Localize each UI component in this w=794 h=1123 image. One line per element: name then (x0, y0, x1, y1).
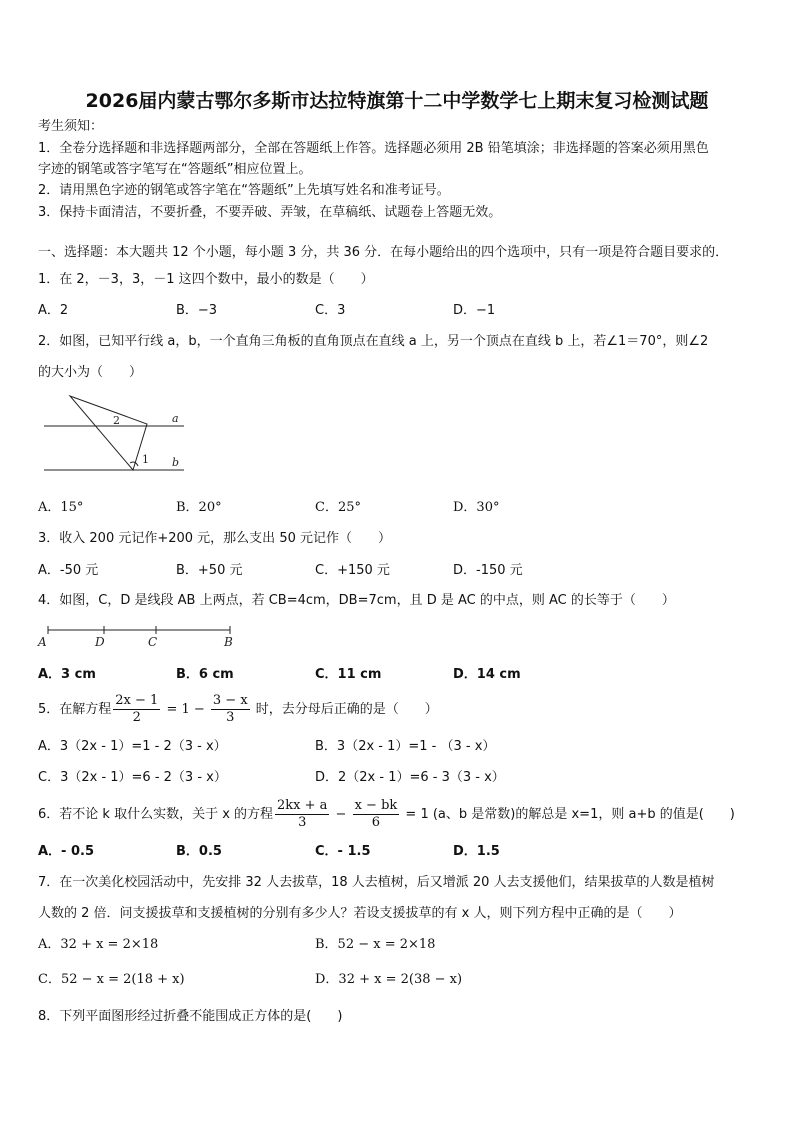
q2-figure (38, 390, 188, 476)
q6-option-a: A．- 0.5 (38, 844, 95, 859)
q4-option-a: A．3 cm (38, 667, 96, 682)
q5-fraction-1 (113, 693, 160, 726)
q7-option-c: C．52 − x = 2(18 + x) (38, 972, 185, 987)
q3-option-c: C．+150 元 (315, 563, 390, 578)
q3-option-b: B．+50 元 (176, 563, 243, 578)
label-A: A (38, 635, 47, 649)
q6-post: = 1 (a、b 是常数)的解总是 x=1，则 a+b 的值是( ) (401, 807, 735, 822)
q7-option-a: A．32 + x = 2×18 (38, 937, 159, 952)
q1-option-c: C．3 (315, 303, 346, 318)
q7-stem-a: 7．在一次美化校园活动中，先安排 32 人去拔草，18 人去植树，后又增派 20 人去支援他们，结果拔草的人数是植树 (38, 875, 715, 890)
q6-fraction-1 (275, 798, 329, 831)
q1-option-d: D．−1 (453, 303, 496, 318)
q6-mid: − (331, 807, 351, 822)
q3-stem: 3．收入 200 元记作+200 元，那么支出 50 元记作（ ） (38, 531, 391, 546)
notice-line-3: 3．保持卡面清洁，不要折叠，不要弄破、弄皱，在草稿纸、试题卷上答题无效。 (38, 205, 502, 220)
q5-den-2: 3 (226, 710, 235, 725)
q7-option-b: B．52 − x = 2×18 (315, 937, 436, 952)
q6-num-2: x − bk (354, 798, 398, 813)
notice-line-2: 2．请用黑色字迹的钢笔或答字笔在“答题纸”上先填写姓名和准考证号。 (38, 183, 450, 198)
q2-option-b: B．20° (176, 500, 222, 515)
label-b: b (172, 456, 180, 469)
q4-option-c: C．11 cm (315, 667, 382, 682)
label-C: C (148, 635, 158, 649)
triangle-set-square (70, 396, 147, 470)
q5-option-a: A．3（2x - 1）=1 - 2（3 - x） (38, 739, 227, 754)
q5-pre: 5．在解方程 (38, 702, 112, 717)
page-title: 2026届内蒙古鄂尔多斯市达拉特旗第十二中学数学七上期末复习检测试题 (85, 90, 709, 112)
q6-num-1: 2kx + a (277, 798, 328, 813)
label-B: B (224, 635, 233, 649)
q4-figure (36, 622, 236, 650)
label-2: 2 (113, 414, 120, 427)
q2-option-c: C．25° (315, 500, 361, 515)
q5-option-b: B．3（2x - 1）=1 - （3 - x） (315, 739, 496, 754)
q4-option-b: B．6 cm (176, 667, 234, 682)
q2-option-d: D．30° (453, 500, 500, 515)
q5-num-1: 2x − 1 (115, 693, 159, 708)
q5-post: 时，去分母后正确的是（ ） (251, 702, 438, 717)
q5-num-2: 3 − x (212, 693, 248, 708)
label-a: a (172, 412, 179, 425)
q6-fraction-2 (353, 798, 400, 831)
label-D: D (95, 635, 105, 649)
notice-heading: 考生须知： (38, 119, 104, 134)
q5-fraction-2 (211, 693, 250, 726)
q3-option-a: A．-50 元 (38, 563, 99, 578)
notice-line-1a: 1．全卷分选择题和非选择题两部分，全部在答题纸上作答。选择题必须用 2B 铅笔填涂；非选择题的答案必须用黑色 (38, 141, 709, 156)
q6-den-1: 3 (298, 815, 307, 830)
q1-stem: 1．在 2，－3，3，－1 这四个数中，最小的数是（ ） (38, 272, 374, 287)
q4-option-d: D．14 cm (453, 667, 521, 682)
q6-option-b: B．0.5 (176, 844, 222, 859)
q2-stem-a: 2．如图，已知平行线 a，b，一个直角三角板的直角顶点在直线 a 上，另一个顶点在直线 b 上，若∠1＝70°，则∠2 (38, 334, 709, 349)
q7-stem-b: 人数的 2 倍．问支援拔草和支援植树的分别有多少人？若设支援拔草的有 x 人，则下列方程中正确的是（ ） (38, 906, 682, 921)
q6-stem (38, 797, 735, 833)
label-1: 1 (142, 453, 149, 466)
q6-option-c: C．- 1.5 (315, 844, 371, 859)
section-heading: 一、选择题：本大题共 12 个小题，每小题 3 分，共 36 分．在每小题给出的四个选项中，只有一项是符合题目要求的． (38, 245, 729, 260)
q6-den-2: 6 (371, 815, 381, 830)
q1-option-b: B．−3 (176, 303, 218, 318)
q7-option-d: D．32 + x = 2(38 − x) (315, 972, 463, 987)
q5-stem (38, 692, 438, 728)
q3-option-d: D．-150 元 (453, 563, 523, 578)
notice-line-1b: 字迹的钢笔或答字笔写在“答题纸”相应位置上。 (38, 162, 312, 177)
q5-option-d: D．2（2x - 1）=6 - 3（3 - x） (315, 770, 505, 785)
q6-option-d: D．1.5 (453, 844, 500, 859)
q5-den-1: 2 (132, 710, 141, 725)
q8-stem: 8．下列平面图形经过折叠不能围成正方体的是( ) (38, 1009, 343, 1024)
q2-stem-b: 的大小为（ ） (38, 365, 143, 380)
q5-option-c: C．3（2x - 1）=6 - 2（3 - x） (38, 770, 227, 785)
q4-stem: 4．如图，C，D 是线段 AB 上两点，若 CB=4cm，DB=7cm，且 D 是 AC 的中点，则 AC 的长等于（ ） (38, 593, 675, 608)
q1-option-a: A．2 (38, 303, 69, 318)
q6-pre: 6．若不论 k 取什么实数，关于 x 的方程 (38, 807, 274, 822)
q2-option-a: A．15° (38, 500, 84, 515)
q5-mid: = 1 − (162, 702, 209, 717)
